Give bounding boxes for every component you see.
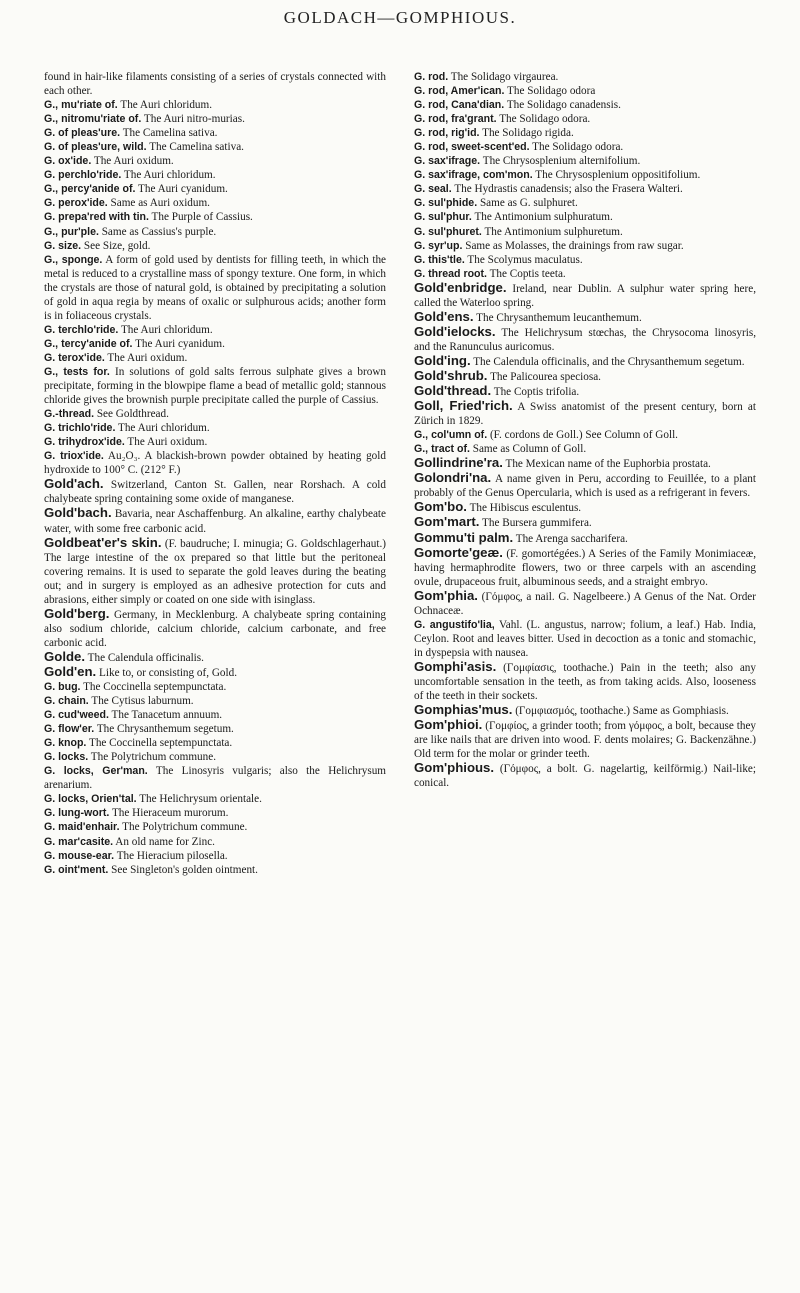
- dictionary-entry: [44, 70, 386, 98]
- entry-headword: Gom'mart.: [414, 514, 480, 530]
- dictionary-entry: [44, 140, 386, 154]
- dictionary-entry: [44, 806, 386, 820]
- entry-headword: G. locks.: [44, 751, 89, 764]
- entry-headword: G. oint'ment.: [44, 863, 109, 876]
- entry-definition: The Polytrichum commune.: [122, 821, 248, 834]
- entry-headword: G. rod, sweet-scent'ed.: [414, 141, 530, 154]
- entry-definition: Same as Column of Goll.: [472, 443, 587, 456]
- dictionary-entry: [44, 196, 386, 210]
- entry-headword: Gom'bo.: [414, 499, 467, 515]
- entry-headword: G. trichlo'ride.: [44, 422, 116, 435]
- entry-definition: The Polytrichum commune.: [90, 751, 216, 764]
- entry-headword: Gold'ielocks.: [414, 323, 496, 339]
- entry-definition: Same as Cassius's purple.: [101, 225, 217, 238]
- dictionary-entry: [44, 126, 386, 140]
- entry-definition: Switzerland, Canton St. Gallen, near Rorshach. A cold chalybeate spring containing some oxide of manganese.: [44, 479, 386, 506]
- entry-definition: See Singleton's golden ointment.: [111, 863, 258, 876]
- entry-definition: The Solidago odora: [507, 85, 596, 98]
- dictionary-entry: [44, 694, 386, 708]
- dictionary-entry: [414, 281, 756, 310]
- entry-headword: G.-thread.: [44, 408, 95, 421]
- dictionary-entry: [414, 239, 756, 253]
- entry-headword: G., tests for.: [44, 365, 110, 378]
- entry-headword: Gomphi'asis.: [414, 658, 497, 674]
- dictionary-entry: [44, 182, 386, 196]
- right-column: [414, 70, 756, 790]
- entry-definition: Ireland, near Dublin. A sulphur water spring here, called the Waterloo spring.: [414, 282, 756, 309]
- entry-definition: Same as Molasses, the drainings from raw sugar.: [465, 239, 684, 252]
- dictionary-entry: [414, 500, 756, 515]
- entry-headword: G. terox'ide.: [44, 351, 105, 364]
- dictionary-entry: [44, 154, 386, 168]
- entry-headword: Gomorte'geæ.: [414, 544, 503, 560]
- entry-definition: The Auri chloridum.: [120, 323, 213, 336]
- entry-definition: Au₂O₃. A blackish-brown powder obtained by heating gold hydroxide to 100° C. (212° F.): [44, 450, 386, 477]
- entry-definition: The Camelina sativa.: [122, 127, 218, 140]
- entry-headword: G. angustifo'lia,: [414, 618, 495, 631]
- dictionary-entry: [414, 703, 756, 718]
- entry-definition: The Chrysosplenium oppositifolium.: [535, 169, 701, 182]
- entry-definition: The Auri oxidum.: [107, 351, 188, 364]
- dictionary-entry: [44, 112, 386, 126]
- entry-definition: (F. baudruche; I. minugia; G. Goldschlagerhaut.) The large intestine of the ox prepared so that little but the peritoneal covering remains. It is used to separate the gold leaves during the beating out; and in surgery is employed as an adhesive protection for cuts and abrasions, either simply or coated on one side with isinglass.: [44, 537, 387, 606]
- entry-headword: Gold'en.: [44, 663, 97, 679]
- dictionary-entry: [44, 764, 386, 792]
- dictionary-entry: [44, 337, 386, 351]
- entry-headword: G., mu'riate of.: [44, 99, 118, 112]
- dictionary-entry: [414, 546, 756, 589]
- entry-definition: The Coptis teeta.: [489, 267, 566, 280]
- entry-definition: The Auri oxidum.: [127, 436, 208, 449]
- dictionary-entry: [44, 863, 386, 877]
- entry-definition: The Purple of Cassius.: [151, 211, 253, 224]
- entry-headword: G. syr'up.: [414, 239, 463, 252]
- entry-definition: The Linosyris vulgaris; also the Helichrysum arenarium.: [44, 765, 386, 792]
- entry-headword: Gold'thread.: [414, 383, 492, 399]
- dictionary-entry: [414, 456, 756, 471]
- dictionary-entry: [44, 820, 386, 834]
- entry-headword: Gom'phious.: [414, 760, 495, 776]
- entry-definition: The Hydrastis canadensis; also the Frasera Walteri.: [454, 183, 683, 196]
- entry-headword: G. prepa'red with tin.: [44, 211, 149, 224]
- entry-definition: The Coptis trifolia.: [493, 386, 580, 399]
- dictionary-entry: [414, 112, 756, 126]
- dictionary-entry: [44, 722, 386, 736]
- dictionary-entry: [414, 618, 756, 660]
- dictionary-entry: [44, 435, 386, 449]
- entry-definition: The Auri oxidum.: [93, 155, 174, 168]
- entry-headword: G. locks, Ger'man.: [44, 765, 148, 778]
- dictionary-entry: [44, 168, 386, 182]
- dictionary-entry: [414, 589, 756, 618]
- entry-headword: G., col'umn of.: [414, 429, 488, 442]
- entry-definition: The Palicourea speciosa.: [490, 370, 601, 383]
- entry-definition: Same as G. sulphuret.: [479, 197, 578, 210]
- entry-definition: The Solidago odora.: [499, 113, 591, 126]
- entry-headword: G. seal.: [414, 183, 452, 196]
- entry-definition: The Solidago virgaurea.: [450, 71, 559, 83]
- entry-definition: Germany, in Mecklenburg. A chalybeate spring containing also sodium chloride, calcium chloride, calcium carbonate, and free carbonic acid.: [44, 608, 386, 649]
- dictionary-entry: [44, 477, 386, 506]
- entry-definition: The Hieracium pilosella.: [116, 849, 228, 862]
- dictionary-entry: [44, 708, 386, 722]
- entry-definition: Bavaria, near Aschaffenburg. An alkaline, earthy chalybeate water, with some free carbonic acid.: [44, 508, 387, 535]
- entry-definition: The Auri cyanidum.: [135, 337, 225, 350]
- entry-definition: The Tanacetum annuum.: [111, 709, 223, 722]
- dictionary-entry: [414, 442, 756, 456]
- entry-definition: The Chrysanthemum leucanthemum.: [476, 311, 642, 324]
- entry-definition: The Auri cyanidum.: [138, 183, 228, 196]
- entry-headword: G. sul'phide.: [414, 197, 478, 210]
- entry-definition: In solutions of gold salts ferrous sulphate gives a brown precipitate, forming in the blowpipe flame a bead of metallic gold; stannous chloride gives the brownish purple precipitate called the purple of Cassius.: [44, 365, 387, 407]
- dictionary-entry: [44, 736, 386, 750]
- entry-definition: The Auri chloridum.: [118, 422, 210, 435]
- dictionary-entry: [44, 365, 386, 407]
- entry-headword: Gollindrine'ra.: [414, 455, 503, 471]
- entry-headword: Gold'ens.: [414, 308, 474, 324]
- entry-headword: Golondri'na.: [414, 470, 492, 486]
- dictionary-entry: [414, 660, 756, 703]
- dictionary-entry: [414, 210, 756, 224]
- entry-definition: Like to, or consisting of, Gold.: [99, 666, 237, 679]
- entry-definition: The Arenga saccharifera.: [515, 532, 628, 545]
- dictionary-entry: [44, 680, 386, 694]
- entry-definition: The Solidago odora.: [532, 141, 624, 154]
- entry-headword: G. knop.: [44, 737, 87, 750]
- entry-headword: Gom'phia.: [414, 587, 478, 603]
- entry-headword: G. terchlo'ride.: [44, 323, 119, 336]
- entry-headword: G. trihydrox'ide.: [44, 436, 125, 449]
- entry-definition: The Bursera gummifera.: [482, 517, 592, 530]
- entry-definition: Vahl. (L. angustus, narrow; folium, a leaf.) Hab. India, Ceylon. Root and leaves bitter. Used in decoction as a tonic and stomachic, in dyspepsia with nausea.: [414, 618, 756, 659]
- dictionary-entry: [414, 140, 756, 154]
- entry-headword: G., nitromu'riate of.: [44, 113, 142, 126]
- dictionary-entry: [44, 407, 386, 421]
- entry-headword: Gold'shrub.: [414, 367, 488, 383]
- entry-definition: (F. gomortégées.) A Series of the Family Monimiaceæ, having hermaphrodite flowers, two or three carpels with an ascending ovule, drupaceous fruit, albuminous seeds, and a straight embryo.: [414, 547, 756, 588]
- entry-headword: G. locks, Orien'tal.: [44, 793, 137, 806]
- dictionary-entry: [44, 750, 386, 764]
- entry-headword: G. maid'enhair.: [44, 821, 120, 834]
- entry-definition: The Calendula officinalis, and the Chrysanthemum segetum.: [473, 355, 745, 368]
- dictionary-entry: [414, 154, 756, 168]
- entry-headword: G. rod, Amer'ican.: [414, 85, 505, 98]
- entry-headword: G. mar'casite.: [44, 835, 114, 848]
- entry-headword: G. rod, Cana'dian.: [414, 99, 505, 112]
- dictionary-entry: [414, 325, 756, 354]
- entry-headword: G. this'tle.: [414, 253, 465, 266]
- entry-definition: The Hieraceum murorum.: [111, 807, 229, 820]
- entry-definition: See Size, gold.: [83, 239, 151, 252]
- dictionary-entry: [44, 849, 386, 863]
- entry-definition: A name given in Peru, according to Feuillée, to a plant probably of the Genus Opercularia, which is used as a refrigerant in fevers.: [414, 473, 756, 500]
- entry-definition: See Goldthread.: [96, 408, 169, 421]
- dictionary-entry: [44, 351, 386, 365]
- entry-definition: (F. cordons de Goll.) See Column of Goll.: [489, 429, 678, 442]
- dictionary-entry: [414, 196, 756, 210]
- entry-definition: (Γομφίος, a grinder tooth; from γόμφος, a bolt, because they are like nails that are driven into wood. F. dents molaires; G. Backenzähne.) Old term for the molar or grinder teeth.: [414, 720, 757, 761]
- entry-definition: A form of gold used by dentists for filling teeth, in which the metal is reduced to a crystalline mass of spongy texture. One form, in which the crystals are those of natural gold, is obtained by precipitating a solution of gold in aqua regia by means of oxalic or sulphurous acids; another form is in foliaceous crystals.: [44, 253, 386, 322]
- entry-headword: G., tract of.: [414, 443, 470, 456]
- entry-definition: (Γομφιασμός, toothache.) Same as Gomphiasis.: [515, 705, 729, 718]
- entry-headword: Gold'bach.: [44, 505, 112, 521]
- dictionary-entry: [414, 515, 756, 530]
- dictionary-entry: [414, 182, 756, 196]
- left-column: [44, 70, 386, 877]
- dictionary-entry: [44, 650, 386, 665]
- entry-headword: G. triox'ide.: [44, 450, 104, 463]
- entry-headword: G. of pleas'ure.: [44, 127, 121, 140]
- entry-headword: Gold'ing.: [414, 352, 471, 368]
- entry-headword: G. chain.: [44, 695, 89, 708]
- entry-headword: G. of pleas'ure, wild.: [44, 141, 147, 154]
- entry-headword: G. cud'weed.: [44, 709, 109, 722]
- dictionary-entry: [414, 399, 756, 428]
- entry-headword: Golde.: [44, 648, 86, 664]
- dictionary-entry: [414, 369, 756, 384]
- entry-definition: The Coccinella septempunctata.: [88, 737, 233, 750]
- dictionary-entry: [414, 384, 756, 399]
- dictionary-entry: [414, 84, 756, 98]
- entry-headword: G. sax'ifrage.: [414, 155, 481, 168]
- entry-headword: G., sponge.: [44, 253, 103, 266]
- dictionary-entry: [44, 210, 386, 224]
- dictionary-entry: [414, 471, 756, 500]
- entry-definition: (Γόμφος, a bolt. G. nagelartig, keilförmig.) Nail-like; conical.: [414, 763, 756, 790]
- entry-headword: Gold'enbridge.: [414, 279, 507, 295]
- dictionary-entry: [414, 354, 756, 369]
- entry-headword: Gold'berg.: [44, 605, 110, 621]
- entry-headword: G. size.: [44, 239, 82, 252]
- entry-definition: Same as Auri oxidum.: [110, 197, 210, 210]
- dictionary-entry: [414, 225, 756, 239]
- dictionary-entry: [414, 98, 756, 112]
- entry-headword: G. flow'er.: [44, 723, 95, 736]
- entry-headword: G., tercy'anide of.: [44, 337, 133, 350]
- entry-headword: G., percy'anide of.: [44, 183, 136, 196]
- entry-definition: The Auri chloridum.: [120, 99, 213, 112]
- dictionary-entry: [44, 421, 386, 435]
- entry-definition: The Coccinella septempunctata.: [83, 681, 227, 694]
- dictionary-entry: [414, 253, 756, 267]
- entry-definition: The Helichrysum stœchas, the Chrysocoma linosyris, and the Ranunculus auricomus.: [414, 326, 756, 353]
- dictionary-entry: [414, 310, 756, 325]
- dictionary-entry: [44, 449, 386, 477]
- entry-headword: G. ox'ide.: [44, 155, 92, 168]
- dictionary-entry: [44, 607, 386, 650]
- running-head: GOLDACH—GOMPHIOUS.: [283, 8, 517, 27]
- entry-headword: G. sul'phuret.: [414, 225, 482, 238]
- dictionary-entry: [414, 761, 756, 790]
- entry-definition: The Auri nitro-murias.: [143, 113, 245, 126]
- entry-definition: The Chrysosplenium alternifolium.: [482, 155, 641, 168]
- entry-headword: G. perox'ide.: [44, 197, 108, 210]
- entry-headword: G. bug.: [44, 681, 81, 694]
- dictionary-entry: [414, 168, 756, 182]
- entry-headword: Gommu'ti palm.: [414, 529, 514, 545]
- entry-headword: G. rod, fra'grant.: [414, 113, 497, 126]
- entry-definition: found in hair-like filaments consisting of a series of crystals connected with each other.: [44, 71, 386, 98]
- entry-definition: The Cytisus laburnum.: [91, 695, 194, 708]
- dictionary-entry: [44, 98, 386, 112]
- entry-headword: Gold'ach.: [44, 476, 104, 492]
- entry-headword: G. thread root.: [414, 267, 487, 280]
- entry-headword: G. rod, rig'id.: [414, 127, 480, 140]
- entry-headword: G. mouse-ear.: [44, 849, 115, 862]
- entry-definition: The Calendula officinalis.: [87, 651, 204, 664]
- dictionary-entry: [44, 239, 386, 253]
- entry-definition: The Scolymus maculatus.: [467, 253, 583, 266]
- entry-definition: A Swiss anatomist of the present century, born at Zürich in 1829.: [414, 401, 756, 428]
- entry-definition: The Solidago canadensis.: [506, 99, 621, 112]
- entry-definition: The Solidago rigida.: [482, 127, 574, 140]
- entry-headword: G. rod.: [414, 71, 449, 83]
- entry-definition: An old name for Zinc.: [115, 835, 215, 848]
- dictionary-entry: [44, 225, 386, 239]
- entry-headword: Gom'phioi.: [414, 717, 483, 733]
- entry-headword: G. lung-wort.: [44, 807, 110, 820]
- entry-definition: The Mexican name of the Euphorbia prostata.: [505, 458, 711, 471]
- entry-headword: G. sul'phur.: [414, 211, 472, 224]
- dictionary-entry: [414, 126, 756, 140]
- dictionary-entry: [44, 536, 386, 607]
- entry-definition: The Hibiscus esculentus.: [469, 502, 582, 515]
- dictionary-entry: [414, 718, 756, 761]
- dictionary-entry: [44, 665, 386, 680]
- dictionary-entry: [44, 253, 386, 323]
- entry-headword: G. perchlo'ride.: [44, 169, 122, 182]
- dictionary-entry: [414, 70, 756, 84]
- dictionary-entry: [44, 323, 386, 337]
- entry-headword: Goll, Fried'rich.: [414, 398, 513, 414]
- dictionary-entry: [44, 835, 386, 849]
- entry-definition: The Antimonium sulphuretum.: [484, 225, 623, 238]
- entry-definition: The Helichrysum orientale.: [139, 793, 262, 806]
- dictionary-entry: [414, 428, 756, 442]
- dictionary-entry: [414, 267, 756, 281]
- entry-definition: (Γομφίασις, toothache.) Pain in the teeth; also any uncomfortable sensation in the teeth, as from taking acids. Also, looseness of the teeth in their sockets.: [414, 661, 756, 703]
- entry-definition: The Chrysanthemum segetum.: [96, 723, 234, 736]
- entry-headword: G. sax'ifrage, com'mon.: [414, 169, 533, 182]
- dictionary-entry: [414, 531, 756, 546]
- entry-headword: Goldbeat'er's skin.: [44, 534, 162, 550]
- entry-definition: (Γόμφος, a nail. G. Nagelbeere.) A Genus of the Nat. Order Ochnaceæ.: [414, 590, 756, 617]
- entry-definition: The Camelina sativa.: [149, 141, 244, 154]
- entry-definition: The Auri chloridum.: [123, 169, 216, 182]
- dictionary-entry: [44, 792, 386, 806]
- dictionary-entry: [44, 506, 386, 535]
- entry-headword: Gomphias'mus.: [414, 702, 513, 718]
- entry-definition: The Antimonium sulphuratum.: [474, 211, 613, 224]
- entry-headword: G., pur'ple.: [44, 225, 99, 238]
